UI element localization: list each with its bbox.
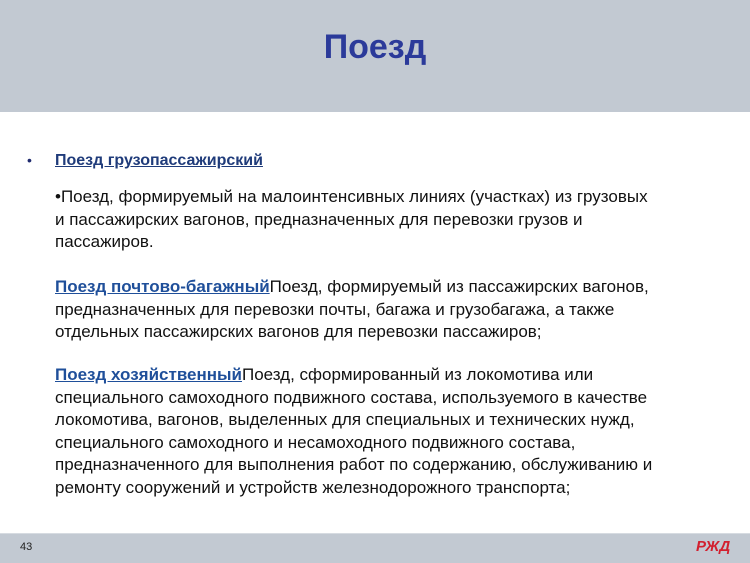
term-link[interactable]: Поезд хозяйственный [55, 365, 242, 384]
text-line: и пассажирских вагонов, предназначенных для перевозки грузов и [55, 209, 583, 229]
text-line: предназначенных для перевозки почты, багажа и грузобагажа, а также [55, 299, 615, 319]
text-line: отдельных пассажирских вагонов для перевозки пассажиров; [55, 322, 542, 341]
text-line: пассажиров. [55, 232, 154, 251]
header-band [0, 0, 750, 112]
bullet-marker: • [27, 152, 32, 168]
text-line: специального самоходного подвижного состава, используемого в качестве [55, 387, 648, 407]
text-line: •Поезд, формируемый на малоинтенсивных линиях (участках) из грузовых [55, 187, 648, 206]
section-heading: Поезд грузопассажирский [55, 152, 263, 169]
text-line: специального самоходного и несамоходного подвижного состава, [55, 432, 576, 452]
svg-text:РЖД: РЖД [696, 538, 730, 554]
paragraph-utility [55, 364, 652, 499]
rzd-logo [696, 538, 730, 559]
paragraph-freight-passenger [55, 186, 648, 254]
term-link[interactable]: Поезд почтово-багажный [55, 277, 270, 296]
text-line: Поезд, сформированный из локомотива или [242, 365, 594, 384]
text-line: ремонту сооружений и устройств железнодорожного транспорта; [55, 477, 571, 497]
text-line: локомотива, вагонов, выделенных для специальных и технических нужд, [55, 410, 635, 429]
page-number: 43 [20, 541, 33, 553]
footer-band [0, 533, 750, 563]
text-line: Поезд, формируемый из пассажирских вагонов, [269, 277, 649, 296]
paragraph-mail-baggage [55, 276, 649, 344]
slide-title: Поезд [323, 28, 427, 66]
text-line: предназначенного для выполнения работ по содержанию, обслуживанию и [55, 455, 653, 474]
